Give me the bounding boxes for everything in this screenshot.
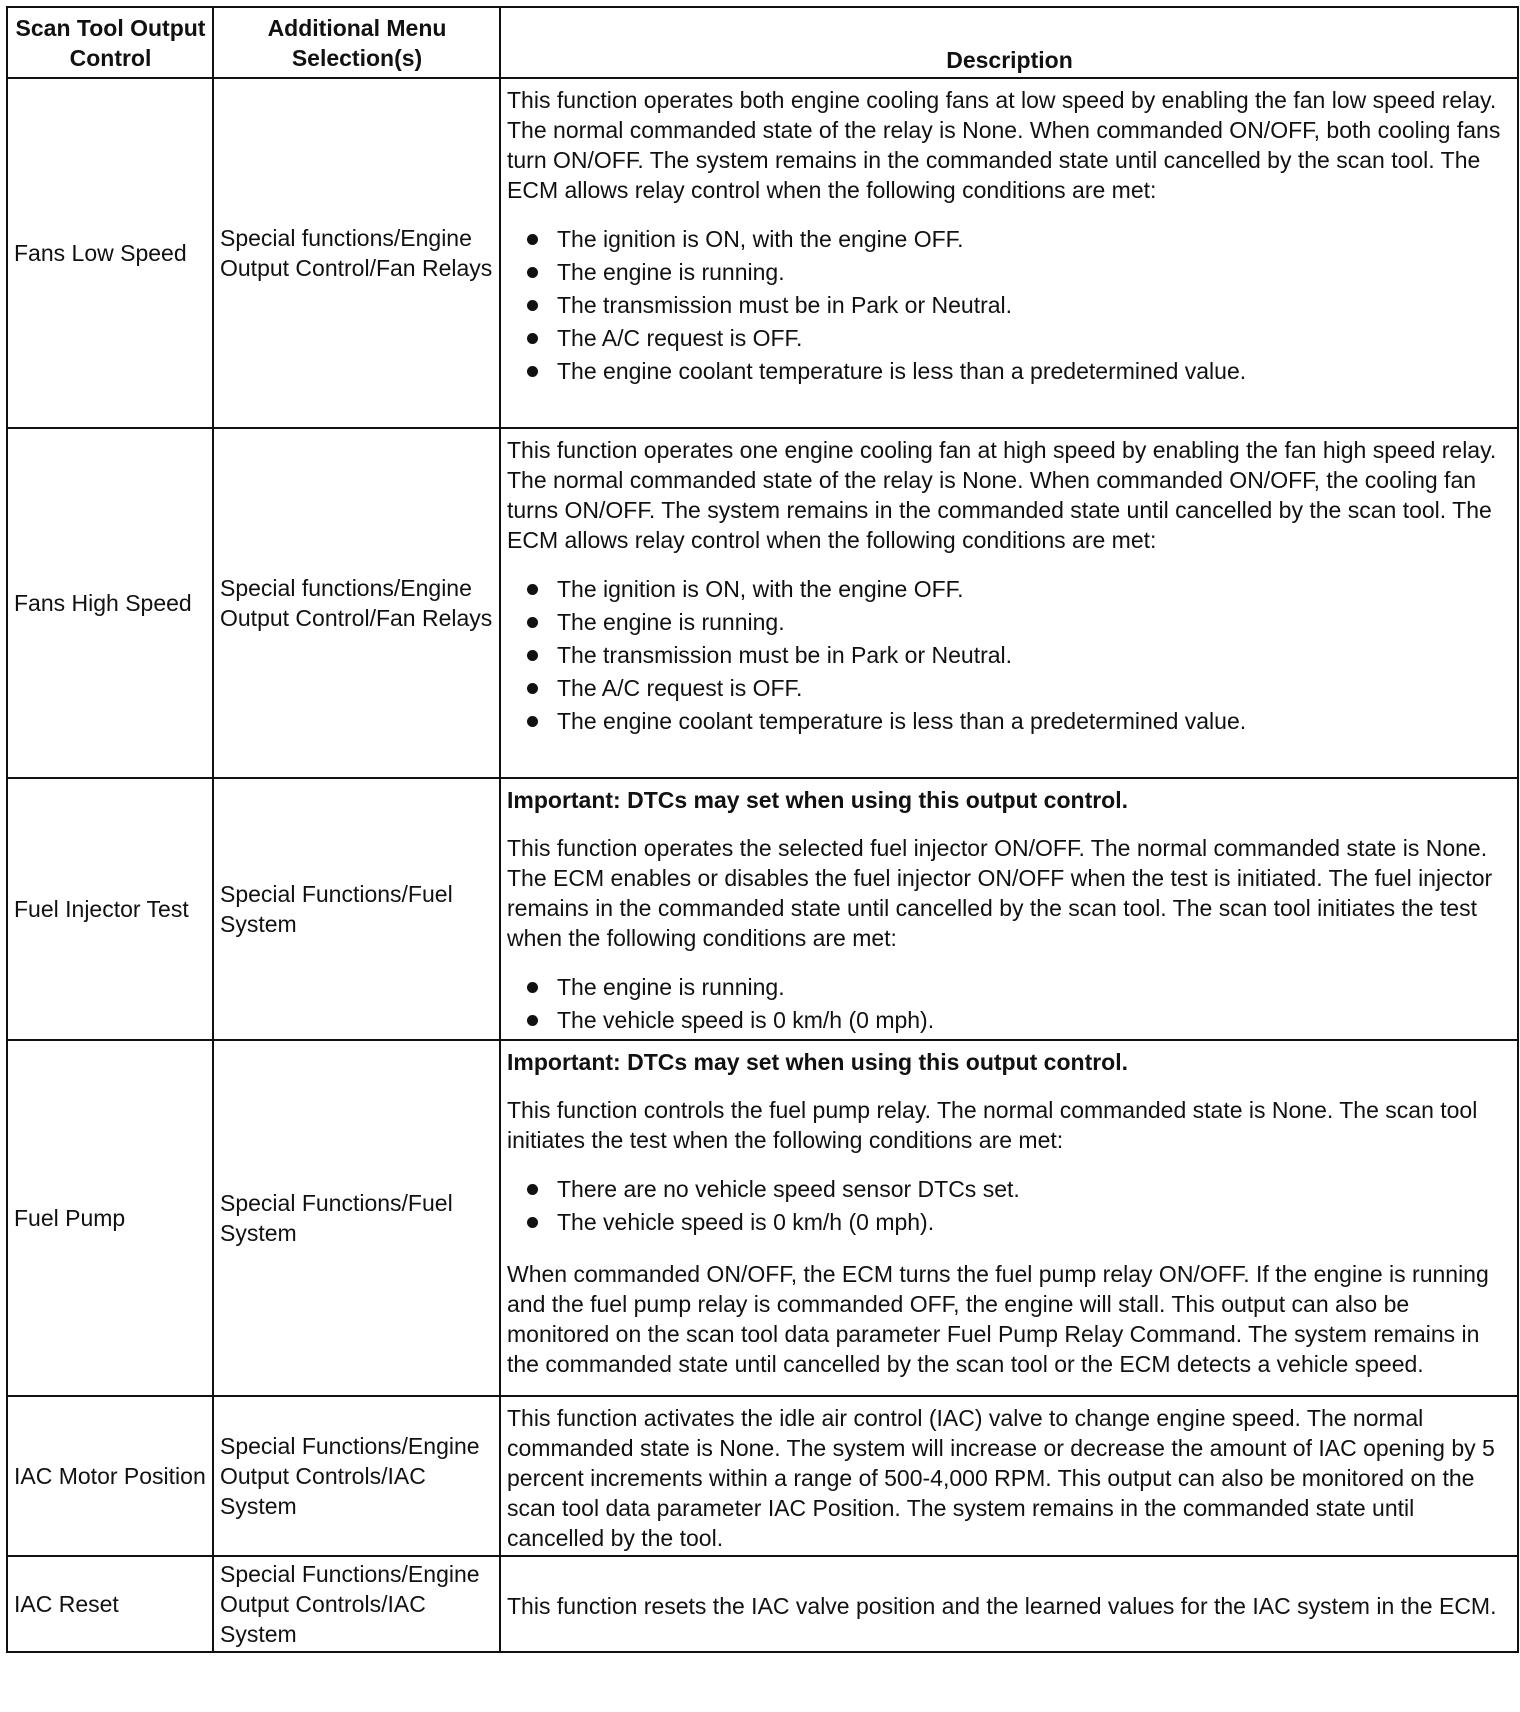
menu-selection: Special Functions/Engine Output Controls/IAC System: [213, 1556, 500, 1652]
condition-item: There are no vehicle speed sensor DTCs set.: [527, 1173, 1512, 1206]
description-text: This function activates the idle air control (IAC) valve to change engine speed. The normal commanded state is None. The system will increase or decrease the amount of IAC opening by 5 percent increments within a range of 500-4,000 RPM. This output can also be monitored on the scan tool data parameter IAC Position. The system remains in the commanded state until cancelled by the tool.: [507, 1405, 1495, 1551]
menu-selection: Special functions/Engine Output Control/Fan Relays: [213, 428, 500, 778]
condition-item: The ignition is ON, with the engine OFF.: [527, 573, 1512, 606]
conditions-list: [507, 573, 1512, 738]
header-description: Description: [500, 7, 1518, 78]
table-row: [7, 1556, 1518, 1652]
description-text: This function operates the selected fuel injector ON/OFF. The normal commanded state is None. The ECM enables or disables the fuel injector ON/OFF when the test is initiated. The fuel injector remains in the commanded state until cancelled by the scan tool. The scan tool initiates the test when the following conditions are met:: [507, 835, 1493, 951]
output-control-name: Fans Low Speed: [7, 78, 213, 428]
table-body: [7, 78, 1518, 1652]
condition-item: The A/C request is OFF.: [527, 672, 1512, 705]
table-row: [7, 1396, 1518, 1556]
header-row: [7, 7, 1518, 78]
description-cell: [500, 1396, 1518, 1556]
description-text: This function controls the fuel pump relay. The normal commanded state is None. The scan tool initiates the test when the following conditions are met:: [507, 1097, 1478, 1153]
condition-item: The transmission must be in Park or Neutral.: [527, 639, 1512, 672]
menu-selection: Special functions/Engine Output Control/Fan Relays: [213, 78, 500, 428]
condition-item: The engine is running.: [527, 606, 1512, 639]
description-cell: [500, 1556, 1518, 1652]
important-note: Important: DTCs may set when using this output control.: [507, 1049, 1129, 1075]
description-cell: [500, 78, 1518, 428]
output-control-name: Fuel Injector Test: [7, 778, 213, 1040]
description-cell: [500, 778, 1518, 1040]
output-control-name: Fans High Speed: [7, 428, 213, 778]
condition-item: The vehicle speed is 0 km/h (0 mph).: [527, 1206, 1512, 1239]
header-scan-tool-output-control: Scan Tool Output Control: [7, 7, 213, 78]
table-row: [7, 778, 1518, 1040]
condition-item: The engine is running.: [527, 256, 1512, 289]
header-additional-menu-selections: Additional Menu Selection(s): [213, 7, 500, 78]
table-row: [7, 428, 1518, 778]
condition-item: The transmission must be in Park or Neutral.: [527, 289, 1512, 322]
output-control-name: IAC Reset: [7, 1556, 213, 1652]
output-control-name: IAC Motor Position: [7, 1396, 213, 1556]
table-row: [7, 1040, 1518, 1396]
description-cell: [500, 428, 1518, 778]
output-control-table: [6, 6, 1519, 1653]
condition-item: The A/C request is OFF.: [527, 322, 1512, 355]
condition-item: The vehicle speed is 0 km/h (0 mph).: [527, 1004, 1512, 1037]
description-cell: [500, 1040, 1518, 1396]
condition-item: The engine coolant temperature is less than a predetermined value.: [527, 355, 1512, 388]
description-text: This function resets the IAC valve position and the learned values for the IAC system in the ECM.: [507, 1593, 1497, 1619]
menu-selection: Special Functions/Fuel System: [213, 1040, 500, 1396]
important-note: Important: DTCs may set when using this output control.: [507, 787, 1129, 813]
description-text: This function operates one engine cooling fan at high speed by enabling the fan high speed relay. The normal commanded state of the relay is None. When commanded ON/OFF, the cooling fan turns ON/OFF. The system remains in the commanded state until cancelled by the scan tool. The ECM allows relay control when the following conditions are met:: [507, 437, 1497, 553]
table-row: [7, 78, 1518, 428]
condition-item: The ignition is ON, with the engine OFF.: [527, 223, 1512, 256]
condition-item: The engine is running.: [527, 971, 1512, 1004]
menu-selection: Special Functions/Fuel System: [213, 778, 500, 1040]
menu-selection: Special Functions/Engine Output Controls/IAC System: [213, 1396, 500, 1556]
conditions-list: [507, 971, 1512, 1037]
additional-note: When commanded ON/OFF, the ECM turns the fuel pump relay ON/OFF. If the engine is running and the fuel pump relay is commanded OFF, the engine will stall. This output can also be monitored on the scan tool data parameter Fuel Pump Relay Command. The system remains in the commanded state until cancelled by the scan tool or the ECM detects a vehicle speed.: [507, 1261, 1489, 1377]
conditions-list: [507, 1173, 1512, 1239]
condition-item: The engine coolant temperature is less than a predetermined value.: [527, 705, 1512, 738]
conditions-list: [507, 223, 1512, 388]
description-text: This function operates both engine cooling fans at low speed by enabling the fan low speed relay. The normal commanded state of the relay is None. When commanded ON/OFF, both cooling fans turn ON/OFF. The system remains in the commanded state until cancelled by the scan tool. The ECM allows relay control when the following conditions are met:: [507, 87, 1501, 203]
output-control-name: Fuel Pump: [7, 1040, 213, 1396]
